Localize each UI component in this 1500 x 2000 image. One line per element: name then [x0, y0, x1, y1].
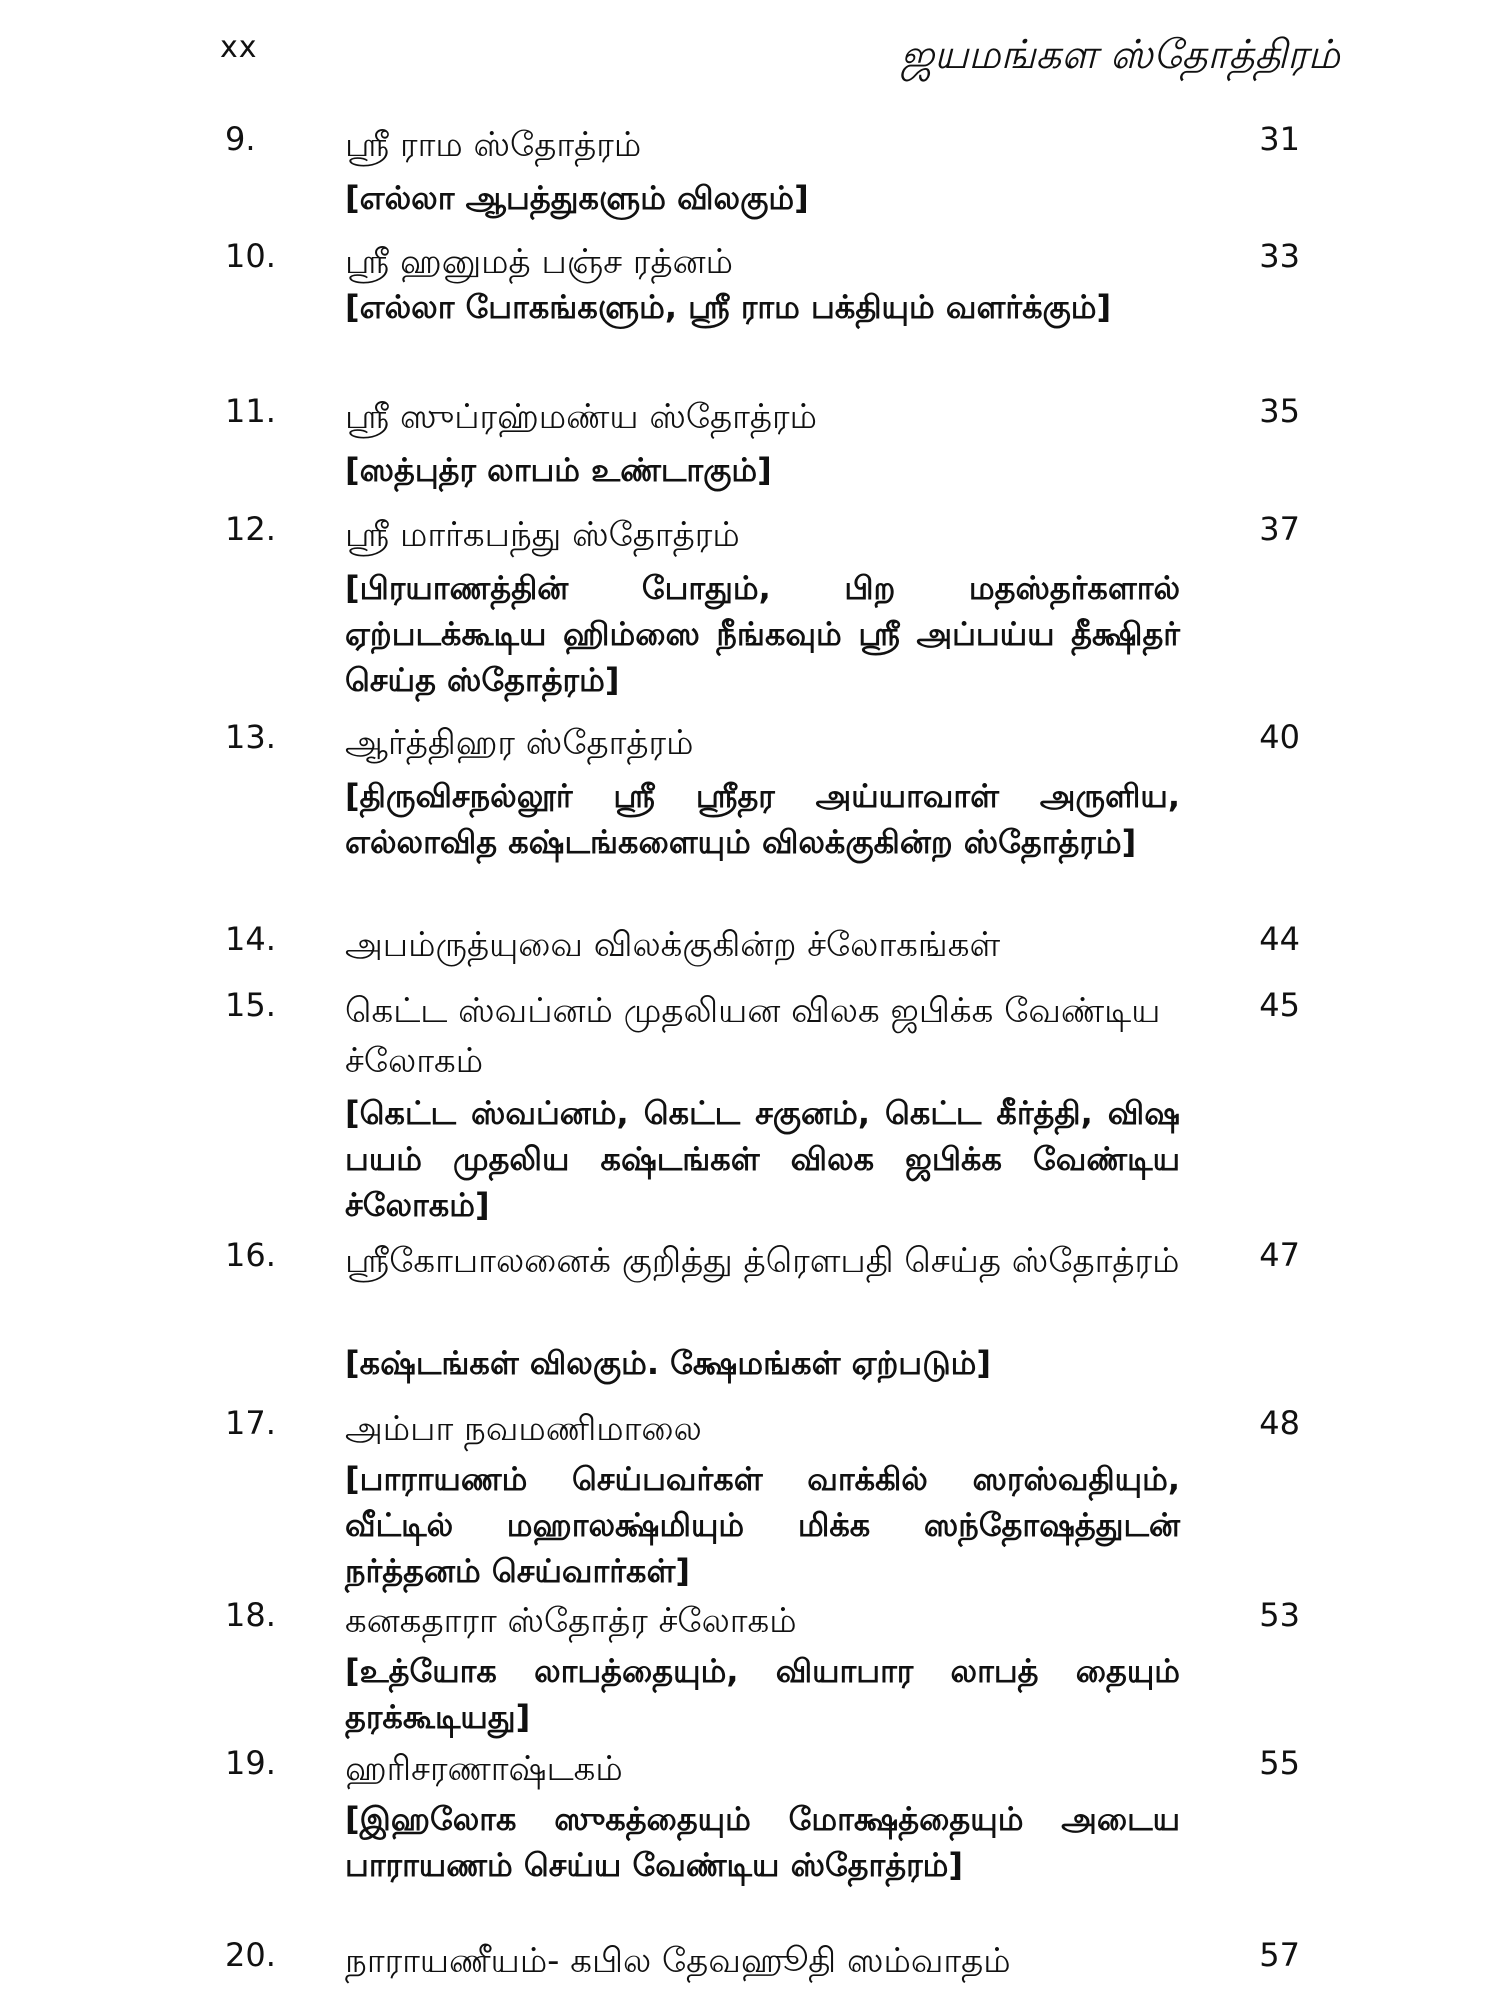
entry-title: ஸ்ரீ ஸுப்ரஹ்மண்ய ஸ்தோத்ரம் — [345, 397, 817, 437]
entry-description: [இஹலோக ஸுகத்தையும் மோக்ஷத்தையும் அடைய பாராயணம் செய்ய வேண்டிய ஸ்தோத்ரம்] — [345, 1800, 1180, 1884]
entry-number: 19. — [225, 1744, 276, 1782]
entry-title: நாராயணீயம்- கபில தேவஹூதி ஸம்வாதம் — [345, 1941, 1011, 1981]
book-title: ஜயமங்கள ஸ்தோத்திரம் — [900, 32, 1340, 78]
entry-description: [எல்லா ஆபத்துகளும் விலகும்] — [345, 179, 809, 217]
entry-number: 14. — [225, 920, 276, 958]
entry-description: [பாராயணம் செய்பவர்கள் வாக்கில் ஸரஸ்வதியும், வீட்டில் மஹாலக்ஷ்மியும் மிக்க ஸந்தோஷத்துடன் நர்த்தனம் செய்வார்கள்] — [345, 1460, 1180, 1590]
entry-page: 48 — [1259, 1404, 1300, 1442]
entry-title: ஸ்ரீ மார்கபந்து ஸ்தோத்ரம் — [345, 515, 740, 555]
entry-number: 20. — [225, 1936, 276, 1974]
entry-page: 31 — [1259, 120, 1300, 158]
entry-page: 55 — [1259, 1744, 1300, 1782]
entry-title: ஹரிசரணாஷ்டகம் — [345, 1749, 623, 1789]
entry-number: 16. — [225, 1236, 276, 1274]
entry-page: 37 — [1259, 510, 1300, 548]
entry-number: 13. — [225, 718, 276, 756]
entry-number: 12. — [225, 510, 276, 548]
entry-description: [எல்லா போகங்களும், ஸ்ரீ ராம பக்தியும் வளர்க்கும்] — [345, 288, 1112, 326]
entry-number: 15. — [225, 986, 276, 1024]
entry-page: 57 — [1259, 1936, 1300, 1974]
entry-title: ஸ்ரீ ஹனுமத் பஞ்ச ரத்னம் — [345, 242, 733, 282]
entry-title: கெட்ட ஸ்வப்னம் முதலியன விலக ஜபிக்க வேண்டிய ச்லோகம் — [345, 991, 1161, 1081]
entry-page: 53 — [1259, 1596, 1300, 1634]
entry-number: 11. — [225, 392, 276, 430]
entry-number: 9. — [225, 120, 256, 158]
entry-page: 45 — [1259, 986, 1300, 1024]
entry-page: 35 — [1259, 392, 1300, 430]
entry-description: [ஸத்புத்ர லாபம் உண்டாகும்] — [345, 451, 772, 489]
entry-description: [கெட்ட ஸ்வப்னம், கெட்ட சகுனம், கெட்ட கீர்த்தி, விஷ பயம் முதலிய கஷ்டங்கள் விலக ஜபிக்க வேண்டிய ச்லோகம்] — [345, 1094, 1180, 1224]
entry-page: 40 — [1259, 718, 1300, 756]
entry-page: 33 — [1259, 237, 1300, 275]
entry-page: 44 — [1259, 920, 1300, 958]
entry-title: கனகதாரா ஸ்தோத்ர ச்லோகம் — [345, 1601, 797, 1641]
entry-description: [திருவிசநல்லூர் ஸ்ரீ ஸ்ரீதர அய்யாவாள் அருளிய, எல்லாவித கஷ்டங்களையும் விலக்குகின்ற ஸ்தோத்ரம்] — [345, 777, 1180, 861]
entry-number: 10. — [225, 237, 276, 275]
entry-description: [கஷ்டங்கள் விலகும். க்ஷேமங்கள் ஏற்படும்] — [345, 1344, 992, 1382]
entry-number: 17. — [225, 1404, 276, 1442]
entry-title: ஸ்ரீ ராம ஸ்தோத்ரம் — [345, 125, 642, 165]
entry-description: [பிரயாணத்தின் போதும், பிற மதஸ்தர்களால் ஏற்படக்கூடிய ஹிம்ஸை நீங்கவும் ஸ்ரீ அப்பய்ய தீக்ஷிதர் செய்த ஸ்தோத்ரம்] — [345, 569, 1180, 699]
entry-title: ஸ்ரீகோபாலனைக் குறித்து த்ரௌபதி செய்த ஸ்தோத்ரம் — [345, 1241, 1180, 1281]
entry-page: 47 — [1259, 1236, 1300, 1274]
entry-title: அபம்ருத்யுவை விலக்குகின்ற ச்லோகங்கள் — [345, 925, 1001, 965]
page-number-label: xx — [220, 30, 258, 65]
entry-title: அம்பா நவமணிமாலை — [345, 1409, 702, 1449]
entry-title: ஆர்த்திஹர ஸ்தோத்ரம் — [345, 723, 694, 763]
entry-number: 18. — [225, 1596, 276, 1634]
entry-description: [உத்யோக லாபத்தையும், வியாபார லாபத் தையும் தரக்கூடியது] — [345, 1652, 1180, 1736]
